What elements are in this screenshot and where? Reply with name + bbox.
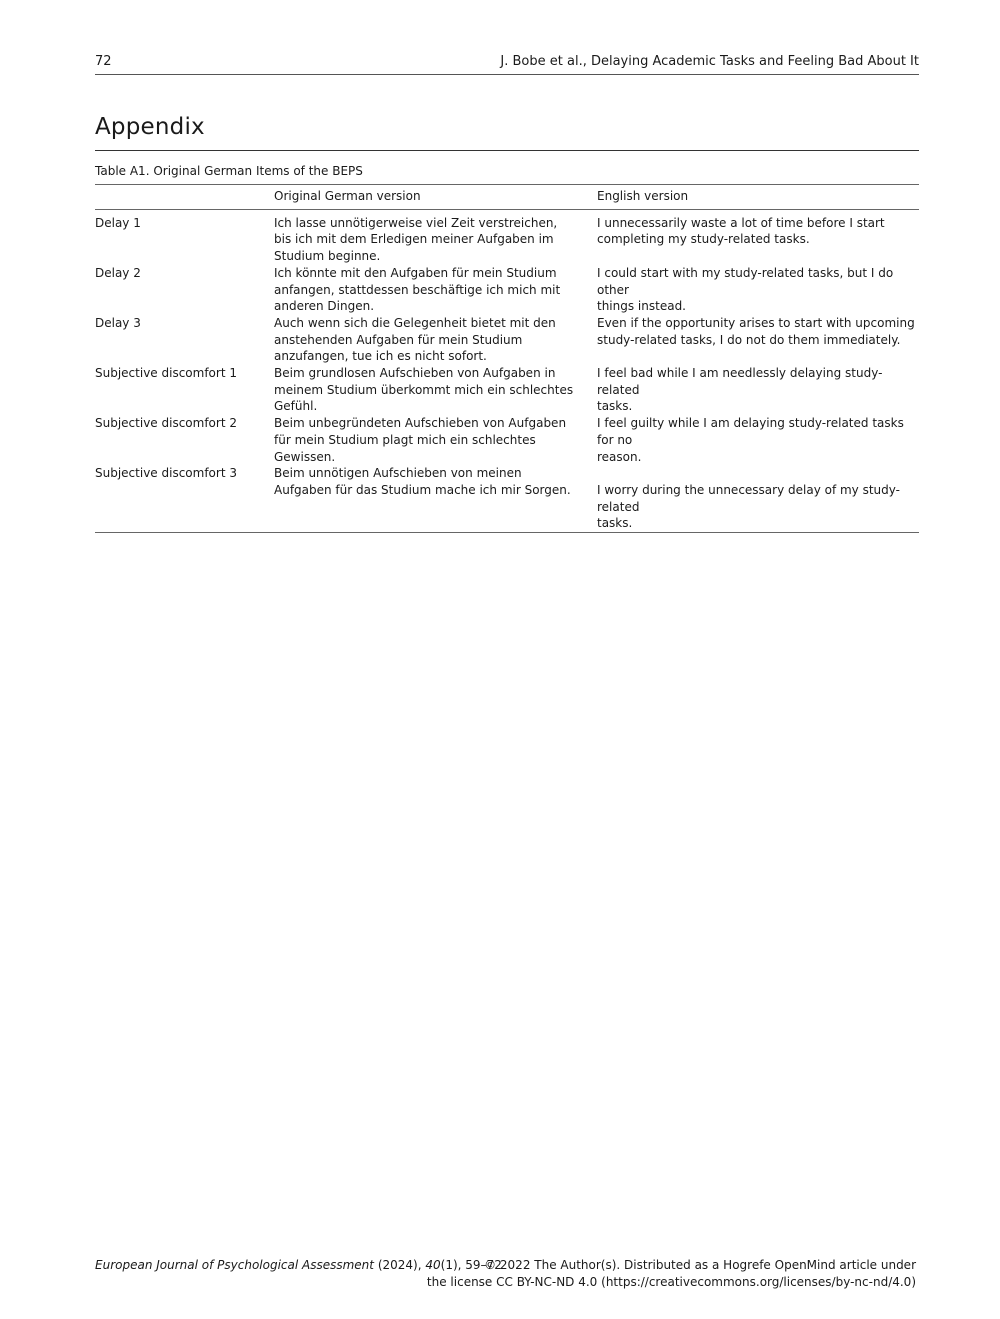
table-row <box>95 465 919 532</box>
item-label: Delay 3 <box>95 315 141 330</box>
german-line: Gefühl. <box>274 399 318 414</box>
english-line: tasks. <box>597 399 633 414</box>
table-row <box>95 315 919 365</box>
english-text <box>597 415 919 465</box>
english-line: tasks. <box>597 516 633 531</box>
item-label: Subjective discomfort 1 <box>95 366 237 381</box>
journal-name: European Journal of Psychological Assessment <box>95 1258 374 1272</box>
item-label: Delay 1 <box>95 215 141 230</box>
german-line: Ich lasse unnötigerweise viel Zeit verstreichen, <box>274 215 558 230</box>
license-line-2: the license CC BY-NC-ND 4.0 (https://creativecommons.org/licenses/by-nc-nd/4.0) <box>426 1274 916 1289</box>
german-line: Studium beginne. <box>274 249 381 264</box>
table-row <box>95 415 919 465</box>
english-line: study-related tasks, I do not do them immediately. <box>597 332 901 347</box>
german-line: anderen Dingen. <box>274 299 375 314</box>
german-text <box>274 415 597 465</box>
english-text <box>597 209 919 265</box>
item-label: Subjective discomfort 3 <box>95 466 237 481</box>
english-line: I worry during the unnecessary delay of my study-related <box>597 482 900 514</box>
table-row <box>95 365 919 415</box>
german-line: Beim unnötigen Aufschieben von meinen <box>274 466 522 481</box>
item-label: Subjective discomfort 2 <box>95 416 237 431</box>
german-line: anfangen, stattdessen beschäftige ich mich mit <box>274 282 561 297</box>
german-text <box>274 265 597 315</box>
english-line: reason. <box>597 449 642 464</box>
journal-issue-pages: (1), 59–72 <box>440 1258 502 1272</box>
section-title: Appendix <box>95 114 919 151</box>
german-line: Gewissen. <box>274 449 336 464</box>
english-text <box>597 465 919 532</box>
column-header-item <box>95 185 274 210</box>
german-text <box>274 465 597 532</box>
german-text <box>274 209 597 265</box>
items-table <box>95 184 919 533</box>
german-line: meinem Studium überkommt mich ein schlechtes <box>274 382 574 397</box>
table-row <box>95 209 919 265</box>
german-text <box>274 365 597 415</box>
english-line: I feel bad while I am needlessly delaying study-related <box>597 366 883 397</box>
german-line: Aufgaben für das Studium mache ich mir Sorgen. <box>274 482 571 497</box>
table-header-row <box>95 185 919 210</box>
table-caption: Table A1. Original German Items of the BEPS <box>95 164 363 178</box>
english-line: I unnecessarily waste a lot of time before I start <box>597 215 885 230</box>
running-header <box>95 52 919 75</box>
license-line-1: © 2022 The Author(s). Distributed as a Hogrefe OpenMind article under <box>484 1258 916 1272</box>
german-line: anzufangen, tue ich es nicht sofort. <box>274 349 487 364</box>
german-line: Ich könnte mit den Aufgaben für mein Studium <box>274 265 557 280</box>
page-number: 72 <box>95 54 112 69</box>
english-line: I feel guilty while I am delaying study-related tasks for no <box>597 416 904 447</box>
english-line: completing my study-related tasks. <box>597 232 810 247</box>
english-text <box>597 265 919 315</box>
german-line: anstehenden Aufgaben für mein Studium <box>274 332 523 347</box>
column-header-german: Original German version <box>274 185 597 210</box>
german-line: bis ich mit dem Erledigen meiner Aufgaben im <box>274 232 554 247</box>
license-notice <box>427 1257 916 1290</box>
german-line: für mein Studium plagt mich ein schlechtes <box>274 432 536 447</box>
item-label: Delay 2 <box>95 265 141 280</box>
english-line: Even if the opportunity arises to start with upcoming <box>597 315 915 330</box>
running-title: J. Bobe et al., Delaying Academic Tasks and Feeling Bad About It <box>500 54 919 69</box>
german-line: Beim unbegründeten Aufschieben von Aufgaben <box>274 416 567 431</box>
english-text <box>597 365 919 415</box>
journal-year: (2024), <box>377 1258 422 1272</box>
english-text <box>597 315 919 365</box>
english-line: things instead. <box>597 299 686 314</box>
journal-volume: 40 <box>425 1258 441 1272</box>
german-text <box>274 315 597 365</box>
german-line: Auch wenn sich die Gelegenheit bietet mit den <box>274 315 556 330</box>
german-line: Beim grundlosen Aufschieben von Aufgaben in <box>274 366 556 381</box>
table-row <box>95 265 919 315</box>
column-header-english: English version <box>597 185 919 210</box>
english-line: I could start with my study-related tasks, but I do other <box>597 265 894 297</box>
